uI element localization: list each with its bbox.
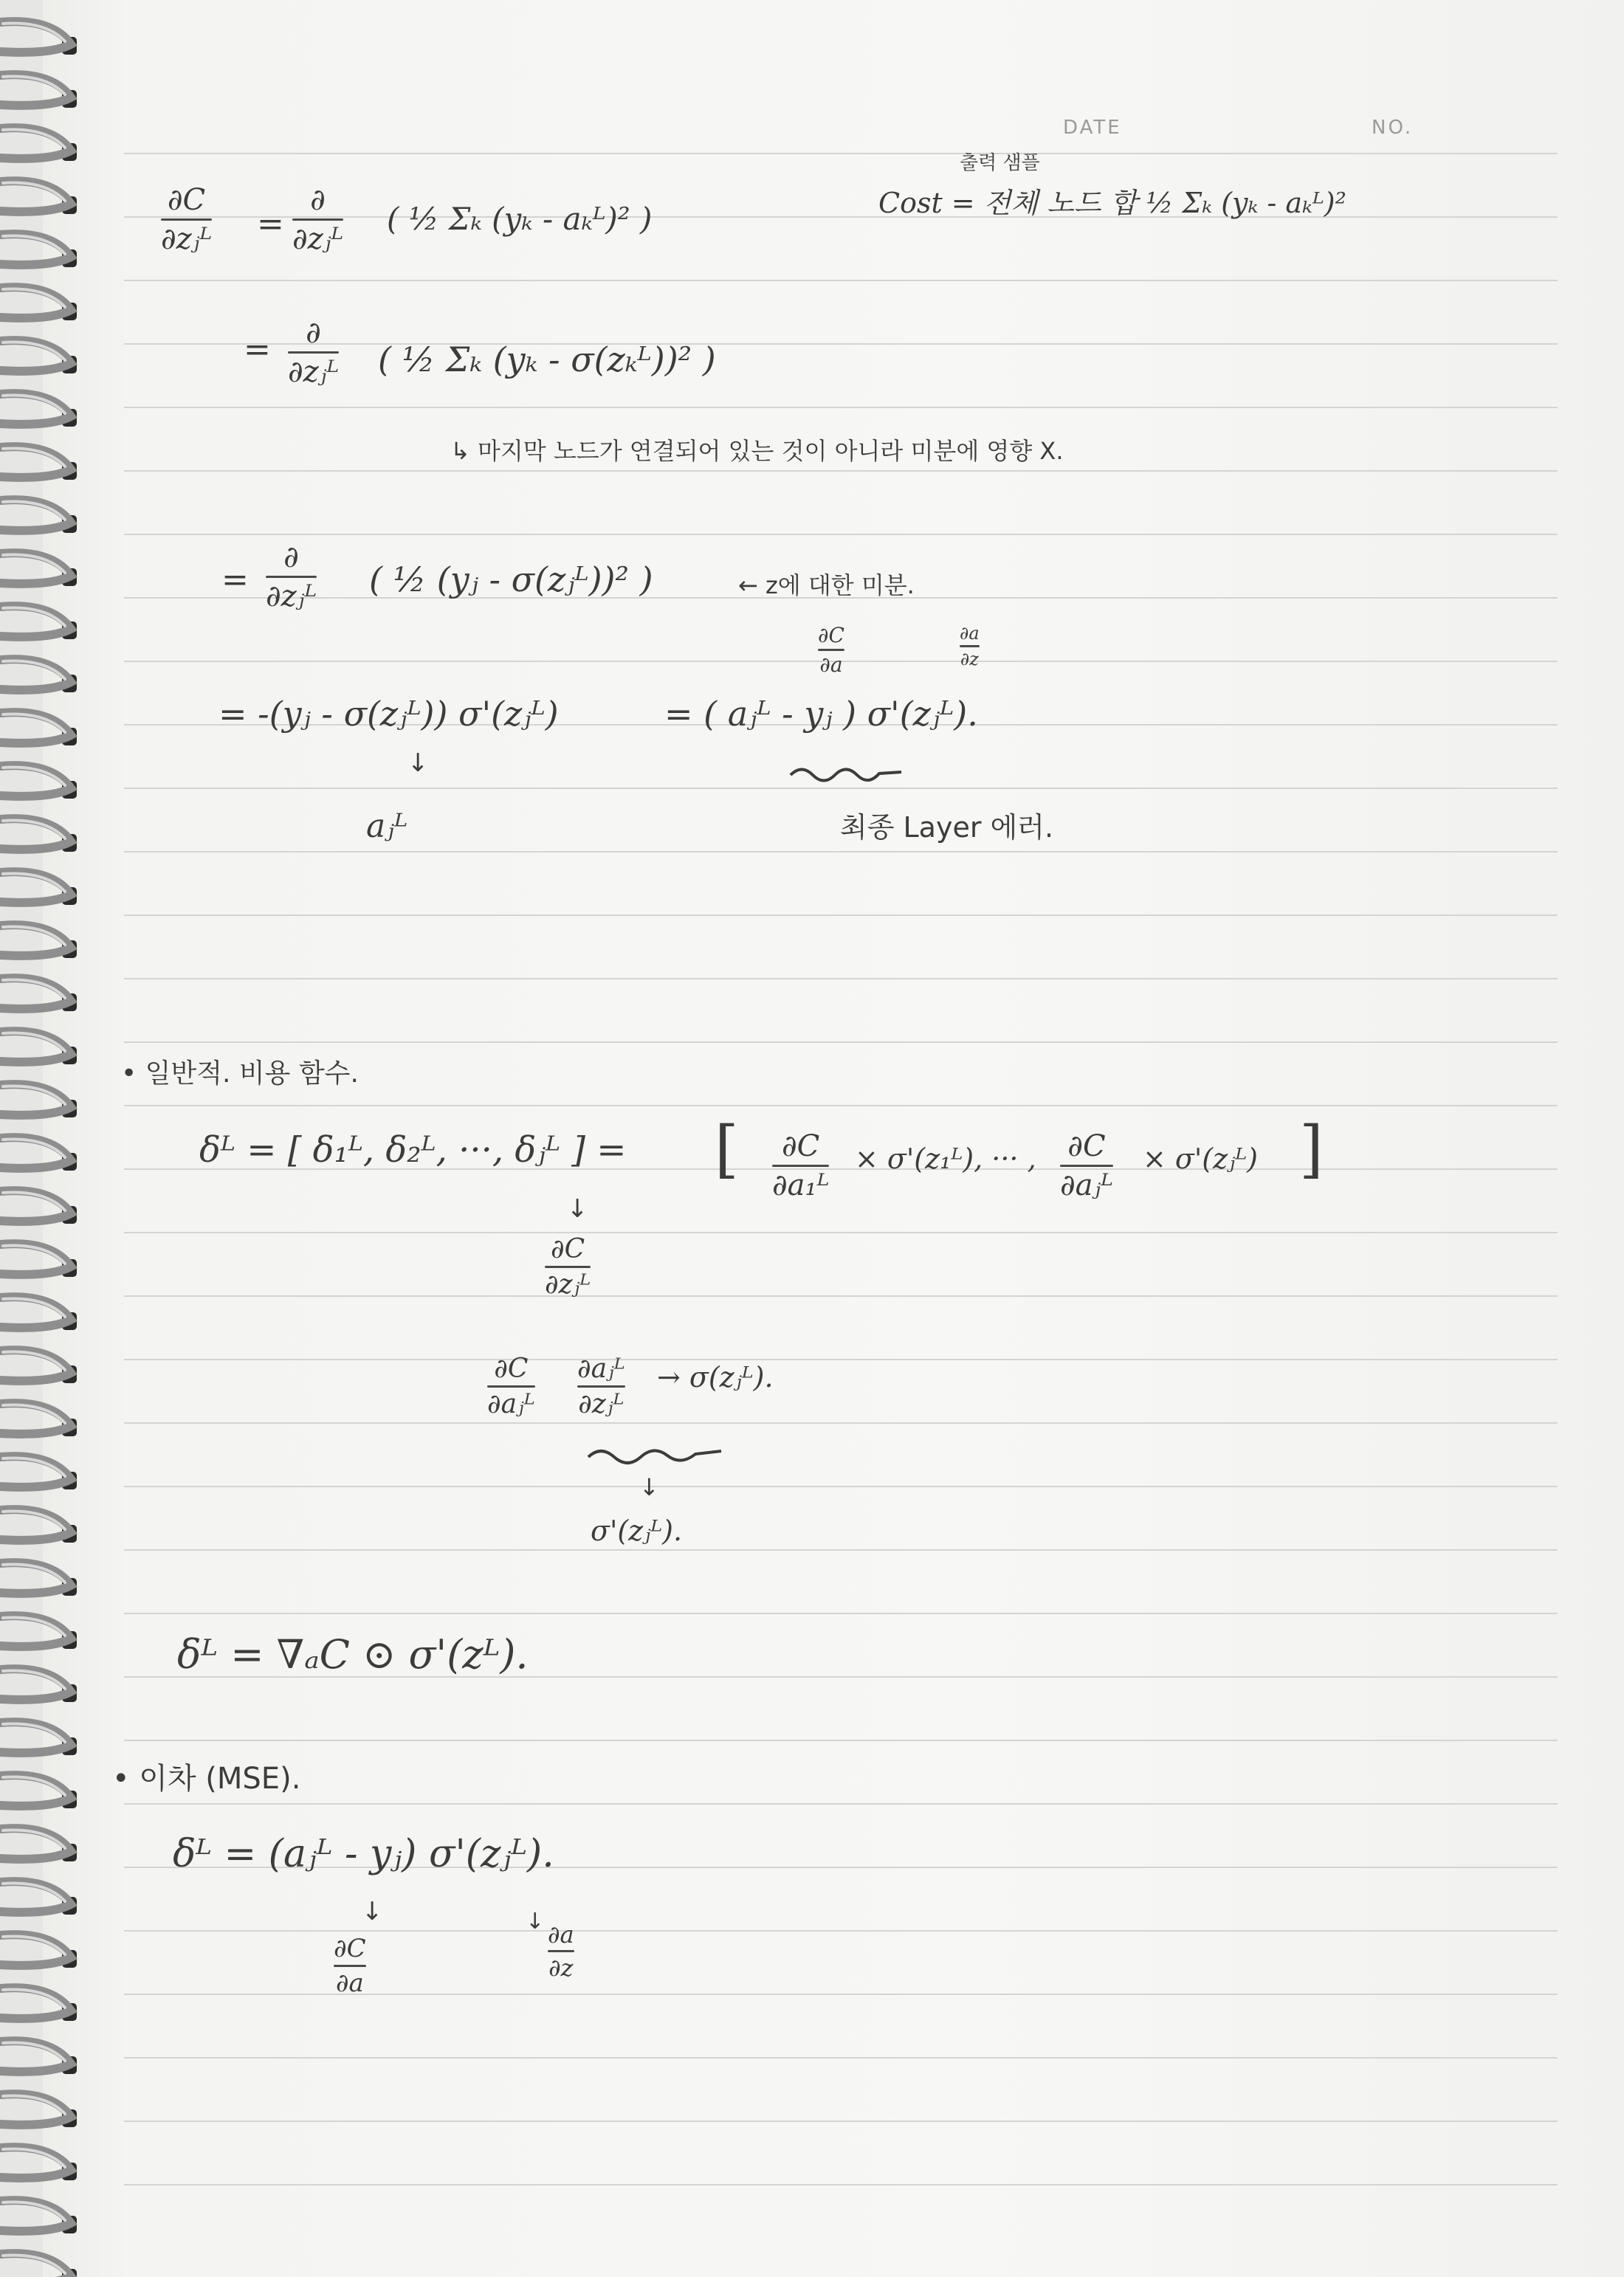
chain-da-dz bbox=[577, 1354, 625, 1419]
no-label: NO. bbox=[1372, 117, 1414, 139]
chain-dc-dz-num: ∂C bbox=[550, 1234, 585, 1264]
fraction-bar bbox=[334, 1965, 366, 1967]
small-dc-da-num: ∂C bbox=[818, 623, 844, 647]
eq3-op-numerator: ∂ bbox=[283, 540, 299, 574]
down-arrow-icon: ↓ bbox=[567, 1194, 588, 1224]
t2-den: ∂aⱼᴸ bbox=[1060, 1168, 1113, 1202]
delta-gradient-form: δᴸ = ∇ₐC ⊙ σ'(zᴸ). bbox=[177, 1631, 529, 1678]
eq3-note: ← z에 대한 미분. bbox=[738, 571, 915, 599]
mse-dc-num: ∂C bbox=[334, 1934, 366, 1963]
fraction-bar bbox=[487, 1385, 535, 1388]
eq3-operator-fraction bbox=[266, 540, 317, 613]
note-last-node: ↳ 마지막 노드가 연결되어 있는 것이 아니라 미분에 영향 X. bbox=[450, 437, 1064, 465]
close-bracket: ] bbox=[1299, 1113, 1324, 1185]
mse-dc-da bbox=[334, 1934, 366, 1998]
fraction-bar bbox=[818, 649, 844, 651]
eq4-a-label: aⱼᴸ bbox=[366, 807, 408, 845]
section-general: • 일반적. 비용 함수. bbox=[121, 1058, 359, 1089]
eq2-operator-fraction bbox=[288, 316, 339, 389]
down-arrow-icon: ↓ bbox=[526, 1909, 545, 1935]
final-layer-error: 최종 Layer 에러. bbox=[840, 811, 1054, 844]
open-bracket: [ bbox=[715, 1113, 739, 1185]
mse-dc-den: ∂a bbox=[335, 1968, 364, 1998]
eq2-body: ( ½ Σₖ (yₖ - σ(zₖᴸ))² ) bbox=[378, 340, 716, 379]
eq4-rhs: = ( aⱼᴸ - yⱼ ) σ'(zⱼᴸ). bbox=[664, 694, 978, 734]
section-mse: • 이차 (MSE). bbox=[112, 1762, 301, 1796]
chain-dc-dz-den: ∂zⱼᴸ bbox=[545, 1270, 591, 1300]
mse-da-num: ∂a bbox=[548, 1921, 574, 1949]
eq1-lhs-numerator: ∂C bbox=[167, 183, 206, 217]
underline-squiggle bbox=[787, 760, 905, 790]
chain-dc-da-num: ∂C bbox=[494, 1354, 529, 1384]
delta-mse: δᴸ = (aⱼᴸ - yⱼ) σ'(zⱼᴸ). bbox=[173, 1832, 554, 1876]
eq1-body: ( ½ Σₖ (yₖ - aₖᴸ)² ) bbox=[387, 201, 653, 237]
fraction-bar bbox=[772, 1165, 829, 1167]
eq1-lhs-fraction bbox=[161, 183, 212, 256]
delta-term1-mul: × σ'(z₁ᴸ), ··· , bbox=[855, 1143, 1036, 1175]
fraction-bar bbox=[577, 1385, 625, 1388]
eq1-op-numerator: ∂ bbox=[310, 183, 326, 217]
small-dc-da bbox=[818, 623, 844, 677]
mse-da-dz bbox=[548, 1921, 574, 1982]
cost-note: Cost = 전체 노드 합 ½ Σₖ (yₖ - aₖᴸ)² bbox=[878, 187, 1346, 219]
mse-da-den: ∂z bbox=[548, 1954, 574, 1982]
eq1-operator-fraction bbox=[292, 183, 343, 256]
delta-vector-lhs: δᴸ = [ δ₁ᴸ, δ₂ᴸ, ···, δⱼᴸ ] = bbox=[199, 1129, 627, 1171]
fraction-bar bbox=[292, 218, 343, 221]
eq1-equals: = bbox=[257, 205, 284, 243]
fraction-bar bbox=[266, 576, 317, 578]
down-arrow-icon: ↓ bbox=[639, 1473, 659, 1501]
fraction-bar bbox=[288, 351, 339, 354]
chain-arrow-sigma: → σ(zⱼᴸ). bbox=[657, 1361, 774, 1394]
down-arrow-icon: ↓ bbox=[407, 748, 429, 778]
eq2-op-denominator: ∂zⱼᴸ bbox=[288, 355, 340, 389]
eq3-op-denominator: ∂zⱼᴸ bbox=[266, 579, 317, 613]
down-arrow-icon: ↓ bbox=[362, 1897, 383, 1926]
cost-note-top: 출력 샘플 bbox=[960, 152, 1040, 174]
t2-num: ∂C bbox=[1067, 1129, 1106, 1163]
delta-term1-fraction bbox=[772, 1129, 829, 1202]
fraction-bar bbox=[548, 1950, 574, 1952]
eq1-lhs-denominator: ∂zⱼᴸ bbox=[161, 222, 213, 256]
fraction-bar bbox=[960, 645, 980, 647]
small-da-dz-num: ∂a bbox=[960, 623, 980, 644]
small-da-dz-den: ∂z bbox=[960, 649, 979, 669]
small-da-dz bbox=[960, 623, 980, 669]
date-label: DATE bbox=[1063, 117, 1122, 139]
chain-dc-da bbox=[487, 1354, 535, 1419]
eq4-lhs: = -(yⱼ - σ(zⱼᴸ)) σ'(zⱼᴸ) bbox=[219, 694, 559, 734]
eq3-body: ( ½ (yⱼ - σ(zⱼᴸ))² ) bbox=[369, 559, 653, 599]
t1-den: ∂a₁ᴸ bbox=[772, 1168, 830, 1202]
fraction-bar bbox=[545, 1266, 591, 1268]
fraction-bar bbox=[1060, 1165, 1113, 1167]
delta-term2-mul: × σ'(zⱼᴸ) bbox=[1143, 1143, 1258, 1175]
eq3-equals: = bbox=[221, 561, 249, 599]
chain-da-dz-num: ∂aⱼᴸ bbox=[577, 1354, 625, 1384]
chain-dc-dz bbox=[545, 1234, 591, 1300]
eq2-op-numerator: ∂ bbox=[306, 316, 321, 350]
eq2-equals: = bbox=[244, 331, 271, 368]
chain-da-dz-den: ∂zⱼᴸ bbox=[578, 1389, 625, 1419]
t1-num: ∂C bbox=[782, 1129, 820, 1163]
chain-dc-da-den: ∂aⱼᴸ bbox=[487, 1389, 535, 1419]
fraction-bar bbox=[161, 218, 212, 221]
underline-squiggle bbox=[585, 1441, 725, 1470]
chain-sigma-prime: σ'(zⱼᴸ). bbox=[591, 1515, 683, 1547]
small-dc-da-den: ∂a bbox=[819, 652, 843, 677]
delta-term2-fraction bbox=[1060, 1129, 1113, 1202]
eq1-op-denominator: ∂zⱼᴸ bbox=[292, 222, 344, 256]
